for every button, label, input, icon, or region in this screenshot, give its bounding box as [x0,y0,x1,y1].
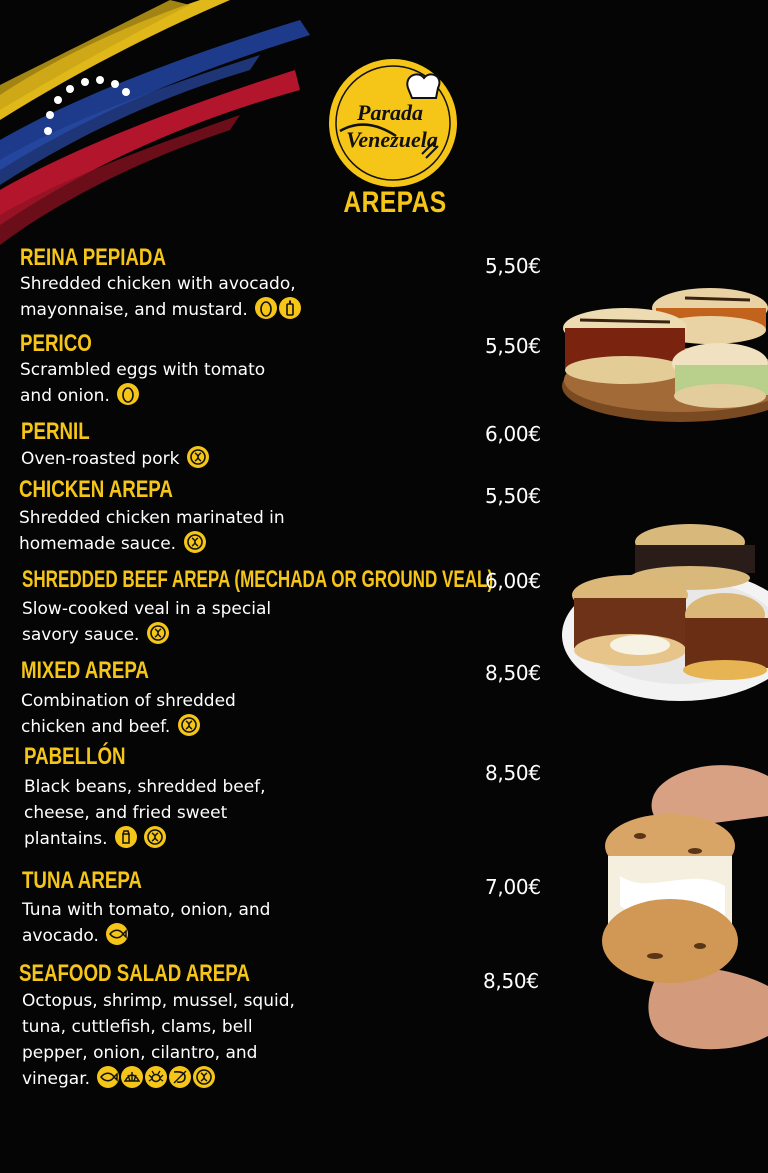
item-desc-mixed-arepa: Combination of shredded chicken and beef. [21,691,236,737]
item-name-reina-pepiada: REINA PEPIADA [20,244,166,271]
item-name-chicken-arepa: CHICKEN AREPA [19,476,173,503]
item-name-seafood-salad-arepa: SEAFOOD SALAD AREPA [19,960,250,987]
item-name-mixed-arepa: MIXED AREPA [21,657,149,684]
item-desc-seafood-salad-arepa: Octopus, shrimp, mussel, squid, tuna, cuttlefish, clams, bell pepper, onion, cilantro, and vinegar. [22,991,295,1089]
item-name-shredded-beef-arepa: SHREDDED BEEF AREPA (MECHADA OR GROUND VEAL) [22,566,494,593]
item-desc-shredded-beef-arepa: Slow-cooked veal in a special savory sauce. [22,599,272,645]
sulphites-icon [178,714,200,736]
egg-icon [255,297,277,319]
item-desc-perico: Scrambled eggs with tomato and onion. [20,360,266,406]
sulphites-icon [187,446,209,468]
arepas-plate-photo [560,520,768,705]
brand-line-1: Parada [357,100,423,125]
item-name-pernil: PERNIL [21,418,90,445]
parada-venezuela-logo [326,56,460,190]
item-name-tuna-arepa: TUNA AREPA [22,867,142,894]
venezuela-flag-brush-decoration [0,0,330,260]
arepas-board-photo [560,268,768,448]
fish-icon [106,923,128,945]
item-price-shredded-beef-arepa: 6,00€ [485,569,541,593]
item-price-pernil: 6,00€ [485,422,541,446]
sulphites-icon [144,826,166,848]
item-desc-pabellon: Black beans, shredded beef, cheese, and fried sweet plantains. [24,777,266,849]
mollusc-icon [121,1066,143,1088]
cheese-arepa-hands-photo [600,756,768,1056]
item-desc-reina-pepiada: Shredded chicken with avocado, mayonnaise, and mustard. [20,271,340,323]
mustard-icon [279,297,301,319]
crustacean-icon [145,1066,167,1088]
section-title: AREPAS [343,186,447,219]
milk-icon [115,826,137,848]
sulphites-icon [184,531,206,553]
egg-icon [117,383,139,405]
item-price-seafood-salad-arepa: 8,50€ [483,969,539,993]
brand-line-2: Venezuela [346,127,438,152]
sulphites-icon [147,622,169,644]
item-desc-tuna-arepa: Tuna with tomato, onion, and avocado. [22,900,271,946]
item-price-reina-pepiada: 5,50€ [485,254,541,278]
item-price-perico: 5,50€ [485,334,541,358]
item-name-perico: PERICO [20,330,92,357]
item-price-pabellon: 8,50€ [485,761,541,785]
sulphites-icon [193,1066,215,1088]
item-price-mixed-arepa: 8,50€ [485,661,541,685]
item-name-pabellon: PABELLÓN [24,743,126,770]
item-price-chicken-arepa: 5,50€ [485,484,541,508]
item-desc-chicken-arepa: Shredded chicken marinated in homemade sauce. [19,508,285,554]
shellfish-icon [169,1066,191,1088]
item-desc-pernil: Oven-roasted pork [21,446,341,472]
item-price-tuna-arepa: 7,00€ [485,875,541,899]
fish-icon [97,1066,119,1088]
